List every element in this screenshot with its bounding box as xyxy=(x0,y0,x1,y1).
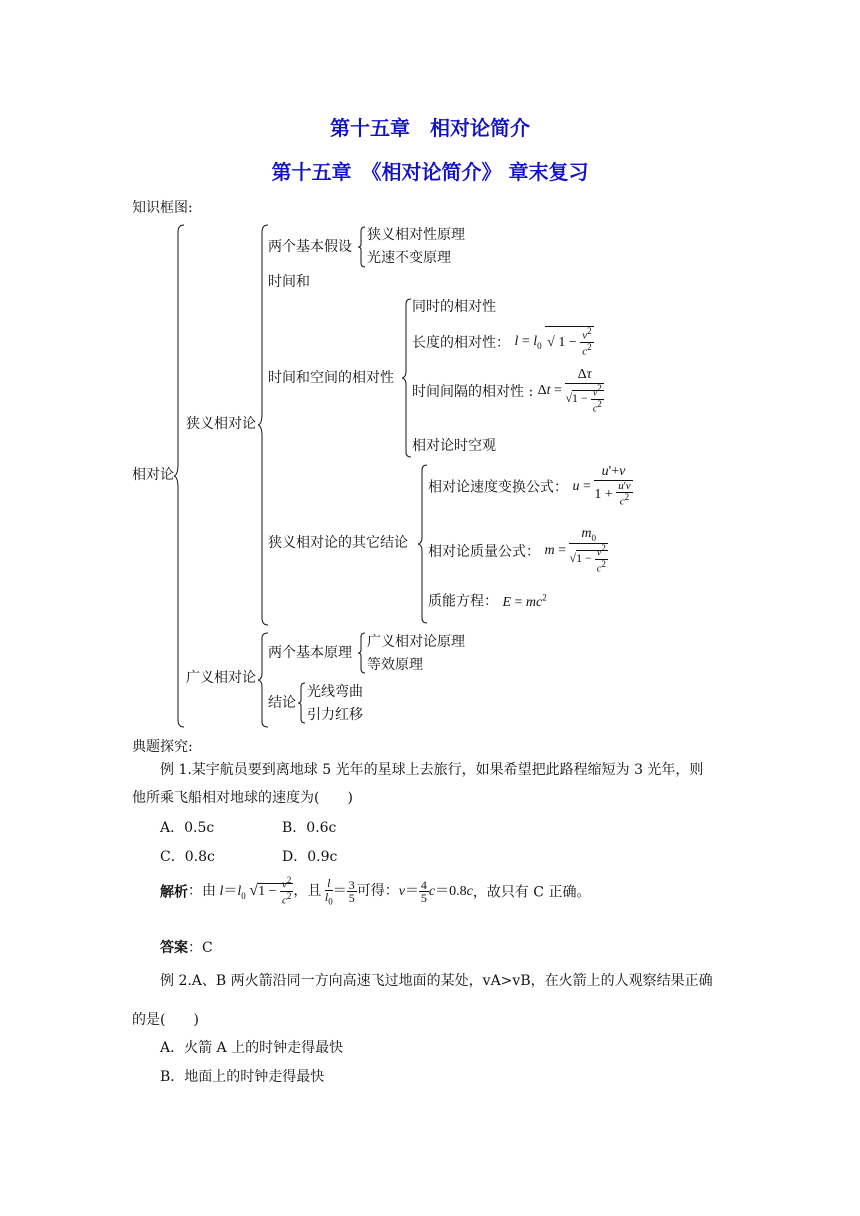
other-brace xyxy=(418,464,428,624)
example1-line1: 例 1.某宇航员要到离地球 5 光年的星球上去旅行，如果希望把此路程缩短为 3 光年，则 xyxy=(160,762,704,778)
conclusion-brace xyxy=(298,682,306,724)
principle-light-speed: 光速不变原理 xyxy=(367,250,451,266)
mass-label: 相对论质量公式： xyxy=(428,543,540,560)
other-conclusions-node: 狭义相对论的其它结论 xyxy=(268,535,408,551)
root-brace xyxy=(174,224,186,728)
example2-line1: 例 2.A、B 两火箭沿同一方向高速飞过地面的某处，vA>vB，在火箭上的人观察结果正确 xyxy=(160,973,713,989)
example2-option-b: B．地面上的时钟走得最快 xyxy=(160,1069,325,1085)
analysis-label: 解析 xyxy=(160,884,188,901)
general-node: 广义相对论 xyxy=(186,670,256,686)
gr-principle-2: 等效原理 xyxy=(367,657,423,673)
answer-label: 答案 xyxy=(160,940,188,956)
framework-heading: 知识框图: xyxy=(132,200,193,216)
light-bending-node: 光线弯曲 xyxy=(307,684,363,700)
answer-row xyxy=(160,941,213,955)
example2-option-a: A．火箭 A 上的时钟走得最快 xyxy=(160,1040,344,1056)
special-node: 狭义相对论 xyxy=(186,416,256,432)
option-b: B．0.6c xyxy=(282,820,337,836)
length-label: 长度的相对性： xyxy=(412,335,510,352)
option-d: D．0.9c xyxy=(282,849,338,865)
redshift-node: 引力红移 xyxy=(307,707,363,723)
chapter-title: 第十五章 相对论简介 xyxy=(330,116,530,140)
gr-principle-1: 广义相对论原理 xyxy=(367,634,465,650)
interval-formula-row xyxy=(412,368,604,414)
analysis-row: 解析：由 $l=l_0$ √1 − $\frac{v^2}{c^2}$ ，且 $\frac{l}{l_0}$ ＝ $\frac{3}{5}$ 可得：v＝ $\frac{4}{5}$ c＝0.8c，故只有 C 正确。 xyxy=(160,875,591,907)
gr-principles-brace xyxy=(358,632,366,674)
spacetime-view-node: 相对论时空观 xyxy=(412,438,496,454)
root-node: 相对论 xyxy=(132,467,174,483)
conclusion-node: 结论 xyxy=(268,695,296,711)
example2-line2: 的是( ) xyxy=(132,1012,199,1028)
assumptions-node: 两个基本假设 xyxy=(268,239,352,255)
length-formula-row xyxy=(412,326,594,358)
option-c: C．0.8c xyxy=(160,849,215,865)
option-a: A．0.5c xyxy=(160,820,215,836)
answer-value: ：C xyxy=(188,940,213,956)
interval-label: 时间间隔的相对性 : xyxy=(412,384,534,401)
energy-formula-row xyxy=(428,593,547,610)
velocity-label: 相对论速度变换公式： xyxy=(428,479,568,496)
time-and-label: 时间和 xyxy=(268,274,310,290)
gr-principles-node: 两个基本原理 xyxy=(268,645,352,661)
mass-formula-row xyxy=(428,527,608,575)
assumption-brace xyxy=(358,226,366,268)
length-formula: $l = l_0$ √ 1 − $\frac{v^2}{c^2}$ xyxy=(514,326,592,358)
interval-formula: Δt = Δτ √1 − $\frac{v2}{c2}$ xyxy=(537,367,602,414)
analysis-conclusion: ，故只有 C 正确。 xyxy=(472,884,591,901)
simultaneity-node: 同时的相对性 xyxy=(412,299,496,315)
mass-formula: m = $m_0$ √1 − $\frac{v2}{c2}$ xyxy=(544,526,606,575)
spacetime-brace xyxy=(402,298,412,458)
energy-label: 质能方程： xyxy=(428,593,498,610)
example1-line2: 他所乘飞船相对地球的速度为( ) xyxy=(132,790,353,806)
principle-relativity: 狭义相对性原理 xyxy=(367,227,465,243)
velocity-formula-row xyxy=(428,465,633,508)
section-title: 第十五章 《相对论简介》 章末复习 xyxy=(271,160,589,184)
spacetime-node: 时间和空间的相对性 xyxy=(268,370,394,386)
energy-formula: $E = mc^2$ xyxy=(502,592,547,610)
examples-heading: 典题探究: xyxy=(132,739,193,755)
velocity-formula: u = u'+v 1 + $\frac{u'v}{c^2}$ xyxy=(572,464,631,508)
